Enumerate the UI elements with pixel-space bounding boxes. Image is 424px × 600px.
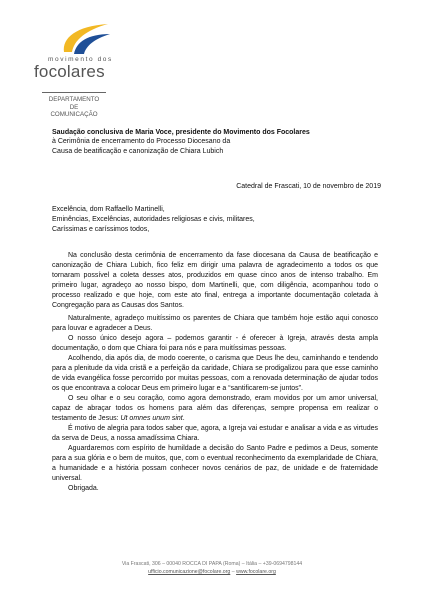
website-link[interactable]: www.focolare.org — [236, 568, 276, 575]
logo-subtitle: movimento dos — [48, 56, 113, 63]
body-paragraph: É motivo de alegria para todos saber que, agora, a Igreja vai estudar e analisar a vida e as virtudes da serva de Deus, a nossa amadíssima Chiara. — [52, 425, 378, 442]
footer — [0, 561, 424, 576]
department-label — [42, 92, 106, 119]
heading-line: à Cerimônia de encerramento do Processo Diocesano da — [52, 138, 231, 146]
body-paragraph: O seu olhar e o seu coração, como agora demonstrado, eram movidos por um amor universal, capaz de abraçar todos os homens para além das diferenças, sempre propensa em realizar o testamento de Jesus: Ut omnes unum sint. — [52, 395, 378, 422]
salutation-line: Caríssimas e caríssimos todos, — [52, 225, 150, 233]
footer-address: Via Frascati, 306 – 00040 ROCCA DI PAPA (Roma) – Itália – +39-0694798144 — [121, 561, 303, 567]
body-paragraph: Acolhendo, dia após dia, de modo coerente, o carisma que Deus lhe deu, caminhando e tendendo para a plenitude da vida cristã e a perfeição da caridade, Chiara se prodigalizou para que esse caminho de vida evangélica fosse percorrido por muitas pessoas, com a renovada determinação de ajudar todos os que encontrava a colocar Deus em primeiro lugar e a “santificarem-se juntos”. — [52, 355, 378, 392]
body-paragraph: Na conclusão desta cerimônia de encerramento da fase diocesana da Causa de beatificação e canonização de Chiara Lubich, fico feliz em dirigir uma palavra de agradecimento a todos os que tornaram possível a coleta desses atos, produzidos em quase cinco anos de intenso trabalho. Em primeiro lugar, agradeço ao nosso bispo, dom Martinelli, que, com diligência, acompanhou todo o processo realizado e que hoje, com este ato final, entrega a importante documentação coletada à Congregação para as Causas dos Santos. — [52, 252, 378, 309]
body-paragraph: Naturalmente, agradeço muitíssimo os parentes de Chiara que também hoje estão aqui conosco para louvar e agradecer a Deus. — [52, 315, 378, 332]
latin-quote: Ut omnes unum sint — [120, 415, 183, 422]
heading-line: Causa de beatificação e canonização de Chiara Lubich — [52, 147, 224, 155]
body-paragraph: Obrigada. — [68, 485, 99, 492]
paragraph-text: O seu olhar e o seu coração, como agora demonstrado, eram movidos por um amor universal, capaz de abraçar todos os homens para além das diferenças, sempre propensa em realizar o testamento de Jesus: — [52, 395, 378, 422]
footer-separator: – — [230, 568, 237, 575]
flame-logo-icon — [58, 22, 114, 56]
focolare-logo — [18, 22, 158, 84]
department-line: COMUNICAÇÃO — [50, 111, 98, 118]
department-line: DE — [69, 103, 79, 111]
department-line: DEPARTAMENTO — [48, 96, 100, 103]
salutation — [52, 205, 392, 234]
document-body — [52, 251, 378, 494]
place-date: Catedral de Frascati, 10 de novembro de 2019 — [236, 183, 381, 190]
document-heading — [52, 128, 392, 156]
body-paragraph: Aguardaremos com espírito de humildade a decisão do Santo Padre e pedimos a Deus, somente para a sua glória e o bem de muitos, que, com o eventual reconhecimento da exemplaridade de Chiara, a humanidade e a história possam conhecer novos cenários de paz, de unidade e de fraternidade universal. — [52, 445, 378, 482]
salutation-line: Eminências, Excelências, autoridades religiosas e civis, militares, — [52, 215, 255, 223]
email-link[interactable]: ufficio.comunicazione@focolare.org — [148, 568, 231, 575]
salutation-line: Excelência, dom Raffaello Martinelli, — [52, 206, 165, 213]
logo-title: focolares — [34, 62, 105, 81]
document-title: Saudação conclusiva de Maria Voce, presidente do Movimento dos Focolares — [52, 129, 310, 136]
body-paragraph: O nosso único desejo agora – podemos garantir - é oferecer à Igreja, através desta ampla documentação, o dom que Chiara foi para nós e para muitíssimas pessoas. — [52, 335, 378, 352]
footer-contacts — [0, 569, 424, 577]
